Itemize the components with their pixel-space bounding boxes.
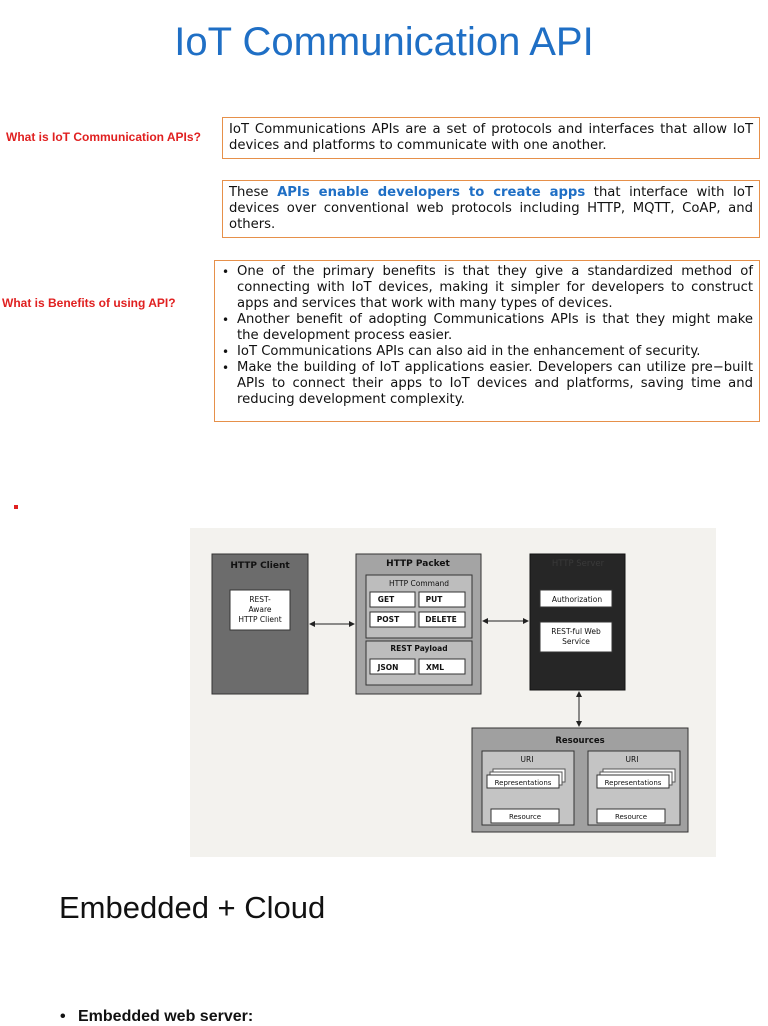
- embedded-web-server-bullet: [60, 1008, 253, 1026]
- client-box-line: REST-: [249, 595, 271, 604]
- restful-line: REST-ful Web: [551, 627, 601, 636]
- http-server-block: [530, 554, 625, 690]
- highlight-text: APIs enable developers to create apps: [277, 185, 586, 200]
- benefit-item: • Make the building of IoT applications easier. Developers can utilize pre−built APIs to connect their apps to IoT devices and platforms, saving time and reducing development complexity.: [215, 360, 753, 408]
- client-box-line: Aware: [248, 605, 272, 614]
- benefits-list: [215, 264, 753, 408]
- rest-payload-title: REST Payload: [390, 644, 448, 653]
- representations-label: Representations: [604, 779, 662, 787]
- red-bullet-marker: [14, 505, 18, 509]
- uri-label: URI: [625, 755, 639, 764]
- delete-label: DELETE: [425, 615, 457, 624]
- embedded-web-server-label: Embedded web server:: [78, 1008, 254, 1025]
- developers-text: These APIs enable developers to create apps that interface with IoT devices over conventional web protocols including HTTP, MQTT, CoAP, and others.: [229, 185, 753, 232]
- question-benefits: What is Benefits of using API?: [2, 296, 176, 310]
- http-server-title: HTTP Server: [551, 559, 605, 569]
- client-box-line: HTTP Client: [238, 615, 282, 624]
- resource-label: Resource: [508, 813, 542, 821]
- uri-label: URI: [520, 755, 534, 764]
- http-packet-title: HTTP Packet: [386, 559, 450, 569]
- authorization-label: Authorization: [551, 595, 603, 604]
- bullet-marker: •: [60, 1008, 66, 1025]
- benefit-item: • IoT Communications APIs can also aid in the enhancement of security.: [215, 344, 753, 360]
- http-client-title: HTTP Client: [230, 561, 290, 571]
- developers-box: [222, 180, 760, 238]
- json-label: JSON: [377, 663, 399, 672]
- http-client-block: [212, 554, 308, 694]
- rest-architecture-diagram: [190, 528, 716, 857]
- representations-label: Representations: [494, 779, 552, 787]
- resources-block: [472, 728, 688, 832]
- http-command-title: HTTP Command: [388, 579, 450, 588]
- page-title: IoT Communication API: [174, 20, 594, 64]
- xml-label: XML: [425, 663, 445, 672]
- resources-title: Resources: [555, 736, 605, 746]
- resource-label: Resource: [614, 813, 648, 821]
- get-label: GET: [377, 595, 395, 604]
- restful-line: Service: [562, 637, 590, 646]
- benefit-item: • Another benefit of adopting Communications APIs is that they might make the development process easier.: [215, 312, 753, 344]
- section-heading-embedded-cloud: Embedded + Cloud: [59, 890, 326, 925]
- question-what-is-api: What is IoT Communication APIs?: [6, 130, 201, 144]
- benefits-box: [214, 260, 760, 422]
- benefit-item: • One of the primary benefits is that they give a standardized method of connecting with IoT devices, making it simpler for developers to construct apps and services that work with many types of devices.: [215, 264, 753, 312]
- post-label: POST: [376, 615, 400, 624]
- put-label: PUT: [425, 595, 443, 604]
- http-packet-block: [356, 554, 481, 694]
- definition-box: [222, 117, 760, 159]
- definition-text: IoT Communications APIs are a set of protocols and interfaces that allow IoT devices and platforms to communicate with one another.: [229, 122, 753, 153]
